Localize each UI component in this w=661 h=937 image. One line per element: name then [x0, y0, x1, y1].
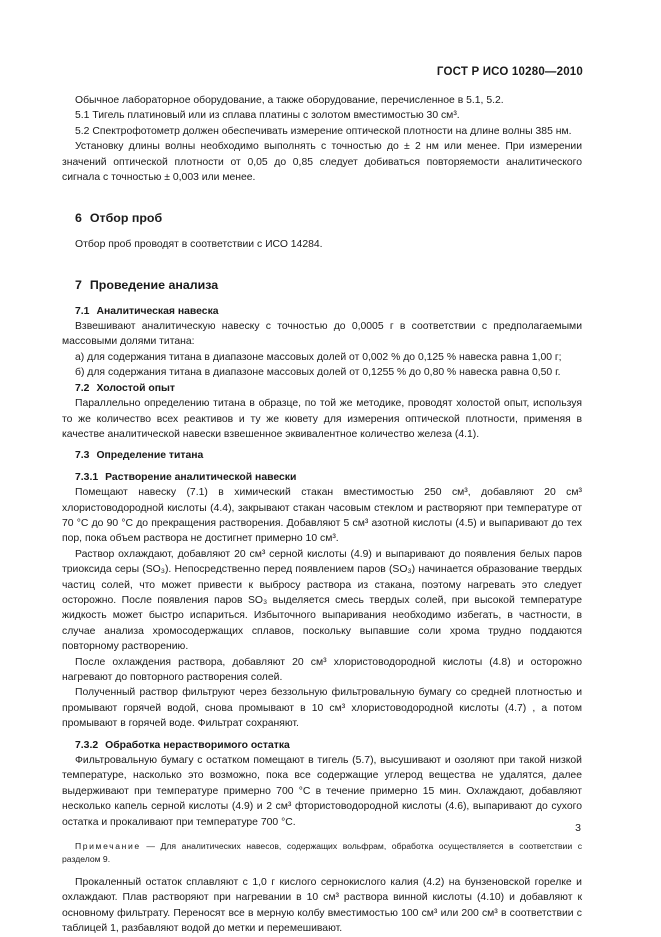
subsection-title: Определение титана — [96, 450, 204, 462]
list-item-a: а) для содержания титана в диапазоне массовых долей от 0,002 % до 0,125 % навеска равна 1,00 г; — [75, 351, 562, 363]
clause-5-1: 5.1 Тигель платиновый или из сплава платины с золотом вместимостью 30 см³. — [75, 110, 460, 122]
dissolution-paragraph-2: Раствор охлаждают, добавляют 20 см³ серной кислоты (4.9) и выпаривают до появления белых паров триоксида серы (SO₃). Непосредственно перед появлением паров (SO₃) начинается образование твердых частиц солей, что может привести к выбросу раствора из стакана, поэтому нагревать это следует осторожно. После появления паров SO₃ выделяется смесь твердых солей, при высокой температуре жидкость может быстро испариться. Избыточного выпаривания необходимо избегать, в частности, в случае анализа хромосодержащих сплавов, поскольку выпавшие соли хрома трудно поддаются повторному растворению. — [62, 548, 582, 653]
dissolution-paragraph-4: Полученный раствор фильтруют через беззольную фильтровальную бумагу со средней плотностью и промывают горячей водой, снова промывают в 10 см³ хлористоводородной кислоты (4.7) , а потом промывают в горячей воде. Фильтрат сохраняют. — [62, 687, 582, 730]
section-number: 6 — [75, 211, 82, 226]
subsection-title: Растворение аналитической навески — [105, 471, 297, 483]
sampling-text: Отбор проб проводят в соответствии с ИСО 14284. — [75, 238, 323, 250]
subsection-7-1-heading — [62, 304, 582, 319]
subsection-title: Аналитическая навеска — [96, 305, 219, 317]
subsection-title: Холостой опыт — [96, 382, 175, 394]
subsection-number: 7.2 — [75, 382, 90, 394]
dissolution-paragraph-1: Помещают навеску (7.1) в химический стакан вместимостью 250 см³, добавляют 20 см³ хлористоводородной кислоты (4.4), закрывают стакан часовым стеклом и растворяют при температуре от 70 °С до 90 °С до прекращения растворения. Добавляют 5 см³ азотной кислоты (4.5) и выпаривают до тех пор, пока объем раствора не достигнет примерно 10 см³. — [62, 487, 582, 545]
clause-5-2: 5.2 Спектрофотометр должен обеспечивать измерение оптической плотности на длине волны 385 нм. — [75, 125, 572, 137]
section-6-heading — [62, 211, 582, 226]
sample-weighing-text: Взвешивают аналитическую навеску с точностью до 0,0005 г в соответствии с предполагаемыми массовыми долями титана: — [62, 321, 582, 348]
subsection-7-2-heading — [62, 381, 582, 396]
list-item-b: б) для содержания титана в диапазоне массовых долей от 0,1255 % до 0,80 % навеска равна 0,50 г. — [75, 367, 561, 379]
note — [62, 840, 582, 865]
subsection-title: Обработка нерастворимого остатка — [105, 739, 290, 751]
note-text: — Для аналитических навесов, содержащих вольфрам, обработка осуществляется в соответствии с разделом 9. — [62, 841, 582, 864]
section-number: 7 — [75, 278, 82, 293]
subsection-number: 7.3.2 — [75, 739, 99, 751]
standard-designation: ГОСТ Р ИСО 10280—2010 — [436, 66, 583, 78]
residue-paragraph-2: Прокаленный остаток сплавляют с 1,0 г кислого сернокислого калия (4.2) на бунзеновской горелке и охлаждают. Плав растворяют при нагревании в 10 см³ раствора винной кислоты (4.10) и добавляют к основному фильтрату. Переносят все в мерную колбу вместимостью 100 см³ или 200 см³ в соответствии с таблицей 1, разбавляют водой до метки и перемешивают. — [62, 877, 582, 935]
subsection-number: 7.3.1 — [75, 471, 99, 483]
wavelength-setup-text: Установку длины волны необходимо выполнять с точностью до ± 2 нм или менее. При измерении значений оптической плотности от 0,05 до 0,85 следует добиваться повторяемости аналитического сигнала с точностью ± 0,003 или менее. — [62, 141, 582, 184]
dissolution-paragraph-3: После охлаждения раствора, добавляют 20 см³ хлористоводородной кислоты (4.8) и осторожно нагревают до повторного растворения солей. — [62, 656, 582, 683]
document-body — [62, 93, 582, 937]
residue-paragraph-1: Фильтровальную бумагу с остатком помещают в тигель (5.7), высушивают и озоляют при такой низкой температуре, насколько это возможно, пока все содержащие углерод вещества не удалятся, далее выдерживают при температуре примерно 700 °С в течение примерно 15 мин. Охлаждают, добавляют несколько капель серной кислоты (4.9) и 2 см³ фтористоводородной кислоты (4.6), выпаривают до сухого остатка и прокаливают при температуре 700 °С. — [62, 755, 582, 828]
section-title: Проведение анализа — [89, 278, 219, 293]
subsection-number: 7.1 — [75, 305, 90, 317]
subsection-7-3-heading — [62, 448, 582, 463]
equipment-intro: Обычное лабораторное оборудование, а также оборудование, перечисленное в 5.1, 5.2. — [75, 95, 504, 106]
page-number: 3 — [575, 822, 581, 834]
section-7-heading — [62, 278, 582, 293]
section-title: Отбор проб — [89, 211, 163, 226]
note-label: Примечание — [75, 841, 141, 852]
blank-test-text: Параллельно определению титана в образце, по той же методике, проводят холостой опыт, используя то же количество всех реактивов и ту же кювету для измерения оптической плотности, применяя в качестве аналитической навески взвешенное эквивалентное количество железа (4.1). — [62, 398, 582, 440]
subsection-7-3-2-heading — [62, 738, 582, 753]
subsection-number: 7.3 — [75, 450, 90, 462]
subsection-7-3-1-heading — [62, 470, 582, 485]
